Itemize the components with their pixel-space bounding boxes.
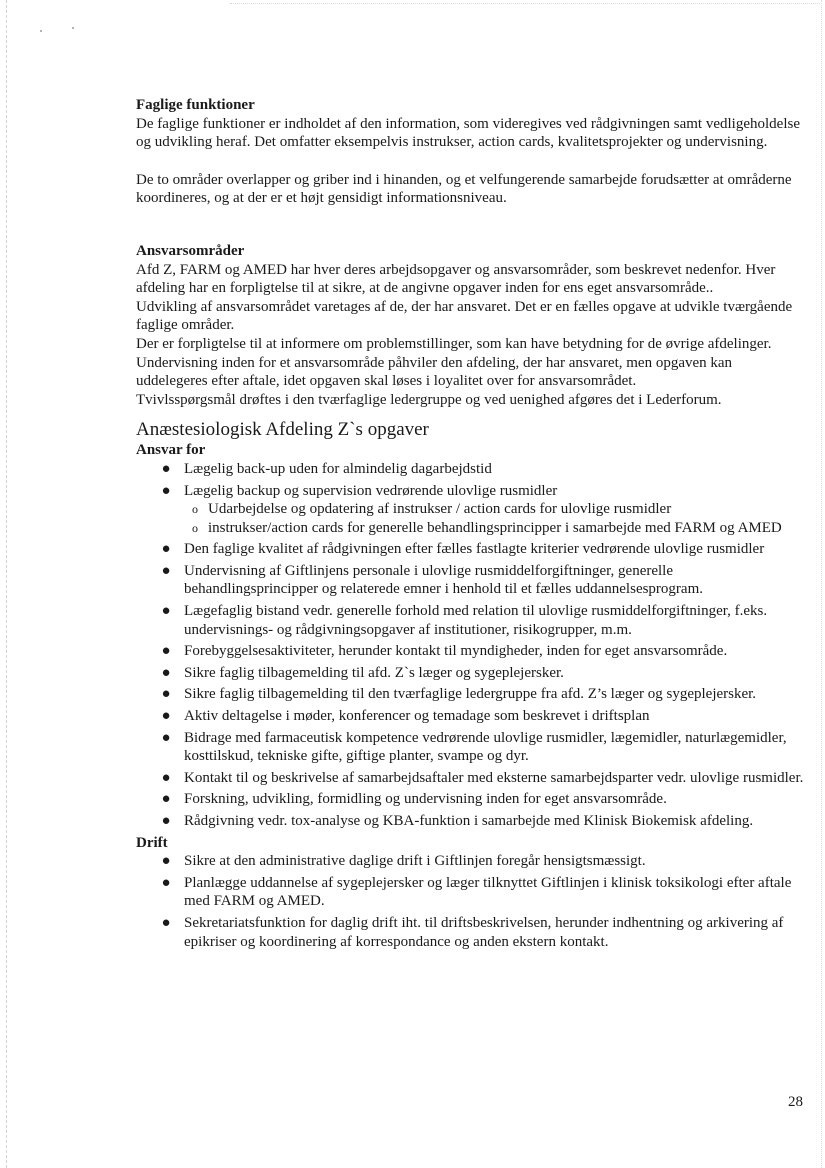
scan-speck [40,30,42,32]
list-item: ● Den faglige kvalitet af rådgivningen efter fælles fastlagte kriterier vedrørende ulovlige rusmidler [161,541,765,558]
bullet-icon: ● [161,562,171,579]
bullet-icon: ● [161,708,171,725]
subheading-drift: Drift [136,834,168,851]
sub-list-item: o instrukser/action cards for generelle behandlingsprincipper i samarbejde med FARM og AMED [192,519,782,536]
paragraph-faglige-1: De faglige funktioner er indholdet af den information, som videregives ved rådgivningen samt vedligeholdelse og udvikling heraf. Det omfatter eksempelvis instrukser, action cards, kvalitetsprojekter og undervisning. [136,115,800,151]
bullet-icon: ● [161,874,171,891]
scan-edge-top [230,3,820,5]
scan-edge-right [821,0,823,1168]
list-item: ● Aktiv deltagelse i møder, konferencer og temadage som beskrevet i driftsplan [161,708,650,725]
list-item: ● Sikre at den administrative daglige drift i Giftlinjen foregår hensigtsmæssigt. [161,853,646,870]
list-item: ● Sikre faglig tilbagemelding til den tværfaglige ledergruppe fra afd. Z’s læger og sygeplejersker. [161,686,757,703]
subheading-ansvar-for: Ansvar for [136,442,206,459]
bullet-icon: ● [161,769,171,786]
paragraph-ansvar-2: Udvikling af ansvarsområdet varetages af de, der har ansvaret. Det er en fælles opgave at udvikle tværgående faglige områder. [136,298,793,334]
bullet-icon: ● [161,643,171,660]
list-item: ● Sekretariatsfunktion for daglig drift iht. til driftsbeskrivelsen, herunder indhentning og arkivering af epikriser og koordinering af korrespondance og anden ekstern kontakt. [161,914,784,950]
circle-bullet-icon: o [192,502,198,517]
paragraph-faglige-2: De to områder overlapper og griber ind i hinanden, og et velfungerende samarbejde forudsætter at områderne koordineres, og at der er et højt gensidigt informationsniveau. [136,171,792,207]
paragraph-ansvar-1: Afd Z, FARM og AMED har hver deres arbejdsopgaver og ansvarsområder, som beskrevet nedenfor. Hver afdeling har en forpligtelse til at sikre, at de angivne opgaver inden for ens eget ansvarsområde.. [136,261,776,297]
list-item: ● Forskning, udvikling, formidling og undervisning inden for eget ansvarsområde. [161,791,667,808]
scan-speck [72,27,74,29]
list-item: ● Bidrage med farmaceutisk kompetence vedrørende ulovlige rusmidler, lægemidler, naturlægemidler, kosttilskud, tekniske gifte, giftige planter, svampe og dyr. [161,729,787,765]
list-item: ● Lægefaglig bistand vedr. generelle forhold med relation til ulovlige rusmiddelforgiftninger, f.eks. undervisnings- og rådgivningsopgaver af institutioner, risikogrupper, m.m. [161,603,768,638]
drift-list [136,852,806,951]
bullet-icon: ● [161,729,171,746]
heading-afd-z: Anæstesiologisk Afdeling Z`s opgaver [136,419,429,441]
list-item: ● Undervisning af Giftlinjens personale i ulovlige rusmiddelforgiftninger, generelle behandlingsprincipper og relaterede emner i henhold til et fælles uddannelsesprogram. [161,562,704,598]
paragraph-ansvar-5: Tvivlsspørgsmål drøftes i den tværfaglige ledergruppe og ved uenighed afgøres det i Lederforum. [136,391,722,408]
bullet-icon: ● [161,460,171,477]
bullet-icon: ● [161,813,171,829]
bullet-icon: ● [161,541,171,558]
bullet-icon: ● [161,853,171,870]
bullet-icon: ● [161,686,171,703]
circle-bullet-icon: o [192,520,198,535]
bullet-icon: ● [161,791,171,808]
bullet-icon: ● [161,482,171,499]
list-item: ● Lægelig backup og supervision vedrørende ulovlige rusmidler o Udarbejdelse og opdatering af instrukser / action cards for ulovlige rusmidler o instrukser/action cards for generelle behandlingsprincipper i samarbejde med FARM og AMED [184,482,806,538]
bullet-icon: ● [161,664,171,681]
paragraph-ansvar-4: Undervisning inden for et ansvarsområde påhviler den afdeling, der har ansvaret, men opgaven kan uddelegeres efter aftale, idet opgaven skal løses i loyalitet over for ansvarsområdet. [136,354,733,390]
ansvar-for-list [136,460,806,831]
sub-list-item: o Udarbejdelse og opdatering af instrukser / action cards for ulovlige rusmidler [192,501,672,518]
list-item: ● Sikre faglig tilbagemelding til afd. Z`s læger og sygeplejersker. [161,664,564,681]
list-item: ● Planlægge uddannelse af sygeplejersker og læger tilknyttet Giftlinjen i klinisk toksikologi efter aftale med FARM og AMED. [161,874,792,910]
paragraph-ansvar-3: Der er forpligtelse til at informere om problemstillinger, som kan have betydning for de øvrige afdelinger. [136,335,772,352]
page-content [136,96,806,954]
list-item: ● Lægelig back-up uden for almindelig dagarbejdstid [161,460,492,477]
list-item: ● Kontakt til og beskrivelse af samarbejdsaftaler med eksterne samarbejdsparter vedr. ulovlige rusmidler. [161,769,804,786]
ansvar-for-sublist [184,500,806,537]
list-item: ● Rådgivning vedr. tox-analyse og KBA-funktion i samarbejde med Klinisk Biokemisk afdeling. [161,813,754,829]
bullet-icon: ● [161,603,171,620]
page-number: 28 [788,1094,803,1110]
section-title-faglige: Faglige funktioner [136,97,255,113]
bullet-icon: ● [161,914,171,931]
section-title-ansvarsomraader: Ansvarsområder [136,242,245,259]
scan-edge-left [6,0,8,1168]
list-item: ● Forebyggelsesaktiviteter, herunder kontakt til myndigheder, inden for eget ansvarsområde. [161,643,728,660]
